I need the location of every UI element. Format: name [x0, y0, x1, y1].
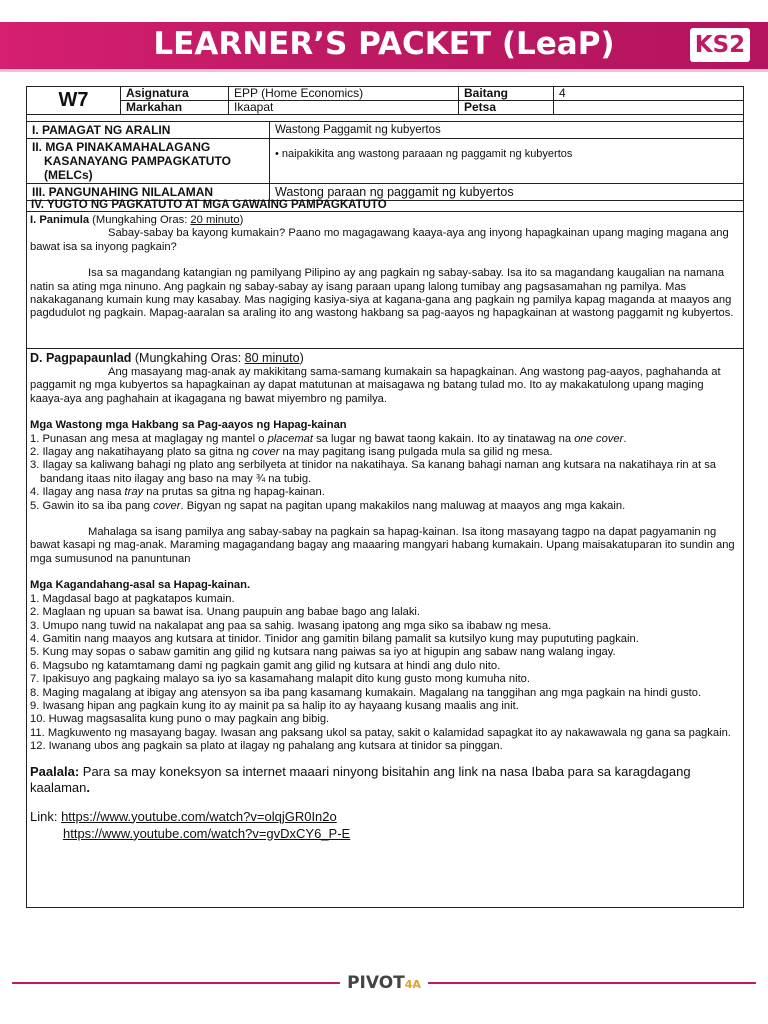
- steps-list: [30, 433, 740, 513]
- step-item: [30, 446, 740, 459]
- steps-title: Mga Wastong mga Hakbang sa Pag-aayos ng Hapag-kainan: [30, 419, 347, 432]
- panimula-paragraph-1: Sabay-sabay ba kayong kumakain? Paano mo magagawang kaaya-aya ang inyong hapagkainan upang maging magana ang bawat isa sa inyong pagkain?: [30, 227, 729, 253]
- step-item: [30, 486, 740, 499]
- pagpapaunlad-heading-line: [30, 351, 740, 366]
- etiquette-item: 1. Magdasal bago at pagkatapos kumain.: [30, 592, 235, 605]
- paalala-label: Paalala:: [30, 763, 80, 779]
- link-label: Link:: [30, 808, 62, 824]
- pivot-logo-4a: 4A: [404, 978, 421, 991]
- petsa-value: [554, 101, 744, 115]
- nilalaman-value: Wastong paraan ng paggamit ng kubyertos: [270, 184, 744, 201]
- step2-text-a: 2. Ilagay ang nakatihayang plato sa gitna ng: [30, 446, 253, 459]
- etiquette-item: 11. Magkuwento ng masayang bagay. Iwasan ang paksang ukol sa patay, sakit o kalamidad sapagkat ito ay nakawawala ng gana sa pagkain.: [30, 726, 731, 739]
- asignatura-value: EPP (Home Economics): [229, 87, 459, 101]
- step5-text-b: cover: [153, 499, 181, 512]
- melcs-label: [27, 139, 270, 184]
- step5-text-a: 5. Gawin ito sa iba pang: [30, 499, 154, 512]
- pagpapaunlad-hint-time: 80 minuto: [244, 351, 300, 365]
- link-row-1: [30, 808, 740, 825]
- melcs-value: • naipakikita ang wastong paraaan ng paggamit ng kubyertos: [270, 139, 744, 184]
- step-item: 1. Punasan ang mesa at maglagay ng mantel o placemat sa lugar ng bawat taong kakain. Ito ay tinatawag na one cover.: [30, 432, 627, 445]
- step2-text-c: na may pagitang isang pulgada mula sa gilid ng mesa.: [279, 446, 553, 459]
- pamagat-label: I. PAMAGAT NG ARALIN: [27, 122, 270, 139]
- baitang-value: 4: [554, 87, 744, 101]
- step4-text-a: 4. Ilagay ang nasa: [30, 486, 125, 499]
- packet-title: LEARNER’S PACKET (LeaP): [153, 26, 615, 62]
- etiquette-item: 2. Maglaan ng upuan sa bawat isa. Unang paupuin ang babae bago ang lalaki.: [30, 606, 421, 619]
- info-table: [26, 86, 744, 115]
- step2-text-b: cover: [252, 446, 280, 459]
- links-block: [30, 808, 740, 842]
- etiquette-item: 5. Kung may sopas o sabaw gamitin ang gilid ng kutsara nang paiwas sa iyo at higupin ang sabaw nang walang ingay.: [30, 646, 616, 659]
- panimula-heading: I. Panimula: [30, 214, 90, 226]
- header-banner: [0, 22, 768, 72]
- section-divider: [26, 348, 744, 349]
- pivot-logo-text: PIVOT: [347, 973, 405, 993]
- week-label: W7: [27, 87, 121, 115]
- melcs-label-line3: (MELCs): [44, 168, 93, 182]
- pagpapaunlad-hint-post: ): [299, 351, 304, 365]
- etiquette-item: 4. Gamitin nang maayos ang kutsara at tinidor. Tinidor ang gamitin bilang pamalit sa kutsilyo kung may pupututing pagkain.: [30, 632, 639, 645]
- pagpapaunlad-paragraph-2: Mahalaga sa isang pamilya ang sabay-sabay na pagkain sa hapag-kainan. Isa itong masayang tagpo na dapat pagyamanin ng bawat kasapi ng mag-anak. Maraming magagandang bagay ang maaaring mangyari habang kumakain. Upang maisakatuparan ito sundin ang mga sumusunod na panuntunan: [30, 526, 735, 565]
- paalala-text: Para sa may koneksyon sa internet maaari ninyong bisitahin ang link na nasa Ibaba para sa karagdagang kaalaman: [30, 763, 691, 795]
- asignatura-label: Asignatura: [121, 87, 229, 101]
- nilalaman-label: III. PANGUNAHING NILALAMAN: [27, 184, 270, 201]
- pagpapaunlad-section: [30, 351, 740, 842]
- panimula-heading-line: [30, 214, 740, 227]
- pagpapaunlad-heading: D. Pagpapaunlad: [30, 351, 132, 365]
- pivot-logo: [340, 971, 428, 995]
- etiquette-item: 10. Huwag magsasalita kung puno o may pagkain ang bibig.: [30, 713, 330, 726]
- etiquette-item: 7. Ipakisuyo ang pagkaing malayo sa iyo sa kasamahang malapit dito kung gusto mong kumuha nito.: [30, 673, 531, 686]
- etiquette-list: [30, 593, 740, 754]
- step4-text-b: tray: [124, 486, 144, 499]
- youtube-link-1[interactable]: https://www.youtube.com/watch?v=olqjGR0In2o: [61, 808, 337, 824]
- pamagat-value: Wastong Paggamit ng kubyertos: [270, 122, 744, 139]
- etiquette-item: 9. Iwasang hipan ang pagkain kung ito ay mainit pa sa halip ito ay hayaang kusang maalis ang init.: [30, 699, 519, 712]
- etiquette-title: Mga Kagandahang-asal sa Hapag-kainan.: [30, 579, 251, 592]
- panimula-hint-time: 20 minuto: [190, 214, 240, 226]
- step1-text-d: one cover: [574, 432, 624, 445]
- yugto-heading: IV. YUGTO NG PAGKATUTO AT MGA GAWAING PAMPAGKATUTO: [26, 199, 744, 212]
- ks2-badge: KS2: [690, 28, 750, 62]
- step-item: 3. Ilagay sa kaliwang bahagi ng plato ang serbilyeta at tinidor na nakatihaya. Sa kanang bahagi naman ang kutsara na nakatihaya rin at sa bandang itaas nito ilagay ang baso na may ¾ na tubig.: [30, 459, 717, 485]
- etiquette-item: 6. Magsubo ng katamtamang dami ng pagkain gamit ang gilid ng kutsara at hindi ang dulo nito.: [30, 659, 501, 672]
- paalala-note: Paalala: Para sa may koneksyon sa internet maaari ninyong bisitahin ang link na nasa Ibaba para sa karagdagang kaalaman.: [30, 763, 691, 795]
- melcs-label-line2: KASANAYANG PAMPAGKATUTO: [44, 154, 231, 168]
- pagpapaunlad-hint-pre: (Mungkahing Oras:: [134, 351, 245, 365]
- step1-text-a: 1. Punasan ang mesa at maglagay ng mantel o: [30, 432, 268, 445]
- baitang-label: Baitang: [459, 87, 554, 101]
- panimula-hint-post: ): [239, 214, 244, 226]
- etiquette-item: 12. Iwanang ubos ang pagkain sa plato at ilagay ng pahalang ang kutsara at tinidor sa pinggan.: [30, 740, 503, 753]
- step4-text-c: na prutas sa gitna ng hapag-kainan.: [143, 486, 325, 499]
- youtube-link-2[interactable]: https://www.youtube.com/watch?v=gvDxCY6_P-E: [63, 825, 351, 841]
- lesson-info-table: [26, 121, 744, 201]
- etiquette-item: 3. Umupo nang tuwid na nakalapat ang paa sa sahig. Iwasang ipatong ang mga siko sa ibabaw ng mesa.: [30, 619, 552, 632]
- step-item: [30, 500, 740, 513]
- step5-text-c: . Bigyan ng sapat na pagitan upang makakilos nang maluwag at maayos ang mga kakain.: [180, 499, 626, 512]
- panimula-hint-pre: (Mungkahing Oras:: [92, 214, 191, 226]
- melcs-label-line1: II. MGA PINAKAMAHALAGANG: [32, 140, 211, 154]
- panimula-section: [30, 214, 740, 321]
- markahan-value: Ikaapat: [229, 101, 459, 115]
- pagpapaunlad-paragraph-1: Ang masayang mag-anak ay makikitang sama-samang kumakain sa hapagkainan. Ang wastong pag-aayos, paghahanda at paggamit ng mga kubyertos sa hapagkainan ay dapat matutunan at maisagawa ng batang tulad mo. Ito ay makakatulong upang maging kaaya-aya ang paghahain at ikagagana ng bawat miyembro ng pamilya.: [30, 366, 721, 405]
- panimula-paragraph-2: Isa sa magandang katangian ng pamilyang Pilipino ay ang pagkain ng sabay-sabay. Isa ito sa magandang kaugalian na namana natin sa ating mga ninuno. Ang pagkain ng sabay-sabay ay isang paraan upang lalong tumibay ang pagsasamahan ng pamilya. Mas nakakaganang kumain kung may kasabay. Mas nagiging kasiya-siya at kagana-gana ang pagkain ng pamilya kapag maganda at maayos ang pagdudulot ng pagkain. Mapag-aaralan sa araling ito ang wastong hakbang sa pag-aayos ng hapagkainan at wastong paggamit ng kubyertos.: [30, 267, 734, 320]
- etiquette-item: 8. Maging magalang at ibigay ang atensyon sa iba pang kasamang kumakain. Magalang na tanggihan ang mga pagkain na hindi gusto.: [30, 686, 702, 699]
- petsa-label: Petsa: [459, 101, 554, 115]
- markahan-label: Markahan: [121, 101, 229, 115]
- link-row-2: [30, 825, 740, 842]
- step1-text-b: placemat: [267, 432, 313, 445]
- step1-text-c: sa lugar ng bawat taong kakain. Ito ay tinatawag na: [312, 432, 575, 445]
